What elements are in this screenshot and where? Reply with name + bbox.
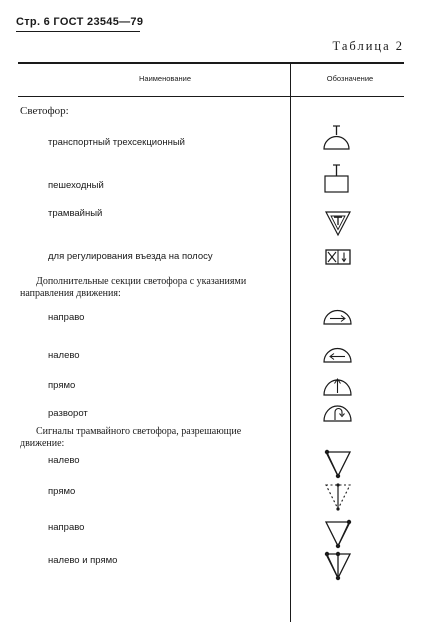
row-tram-napravo: направо [48,522,85,533]
table-top-rule [18,62,404,64]
tram-signal-left-icon [323,446,353,480]
row-dop-razvorot: разворот [48,408,88,419]
row-dop-napravo: направо [48,312,85,323]
header-underline [16,31,140,32]
table-header-rule [18,96,404,97]
row-reg-vezd: для регулирования въезда на полосу [48,251,213,262]
row-dop-pryamo: прямо [48,380,76,391]
traffic-light-three-section-icon [322,124,352,154]
row-transport3: транспортный трехсекционный [48,137,185,148]
row-svetofor: Светофор: [20,105,69,117]
lane-control-light-icon [325,249,353,267]
column-header-designation: Обозначение [326,74,374,83]
pedestrian-light-icon [322,164,352,196]
section-right-arrow-icon [322,305,354,327]
row-dop-nalevo: налево [48,350,80,361]
section-straight-arrow-icon [322,372,354,398]
tram-signal-straight-icon [323,480,353,514]
tram-signal-left-straight-icon [323,548,353,582]
tram-signal-right-icon [323,516,353,550]
table-title: Таблица 2 [332,39,404,53]
row-tram-nalevo-pryamo: налево и прямо [48,555,118,566]
row-tram-pryamo: прямо [48,486,76,497]
row-tramvai: трамвайный [48,208,103,219]
row-dop-sekcii: Дополнительные секции светофора с указаниями направления движения: [20,276,247,299]
row-peshehod: пешеходный [48,180,104,191]
tram-light-icon [324,210,354,238]
row-tram-signals: Сигналы трамвайного светофора, разрешающие движение: [20,426,242,449]
section-u-turn-icon [322,400,354,424]
section-left-arrow-icon [322,343,354,365]
table-column-divider [290,62,291,622]
column-header-name: Наименование [139,74,191,83]
row-tram-nalevo: налево [48,455,80,466]
page-header: Стр. 6 ГОСТ 23545—79 [16,16,144,28]
